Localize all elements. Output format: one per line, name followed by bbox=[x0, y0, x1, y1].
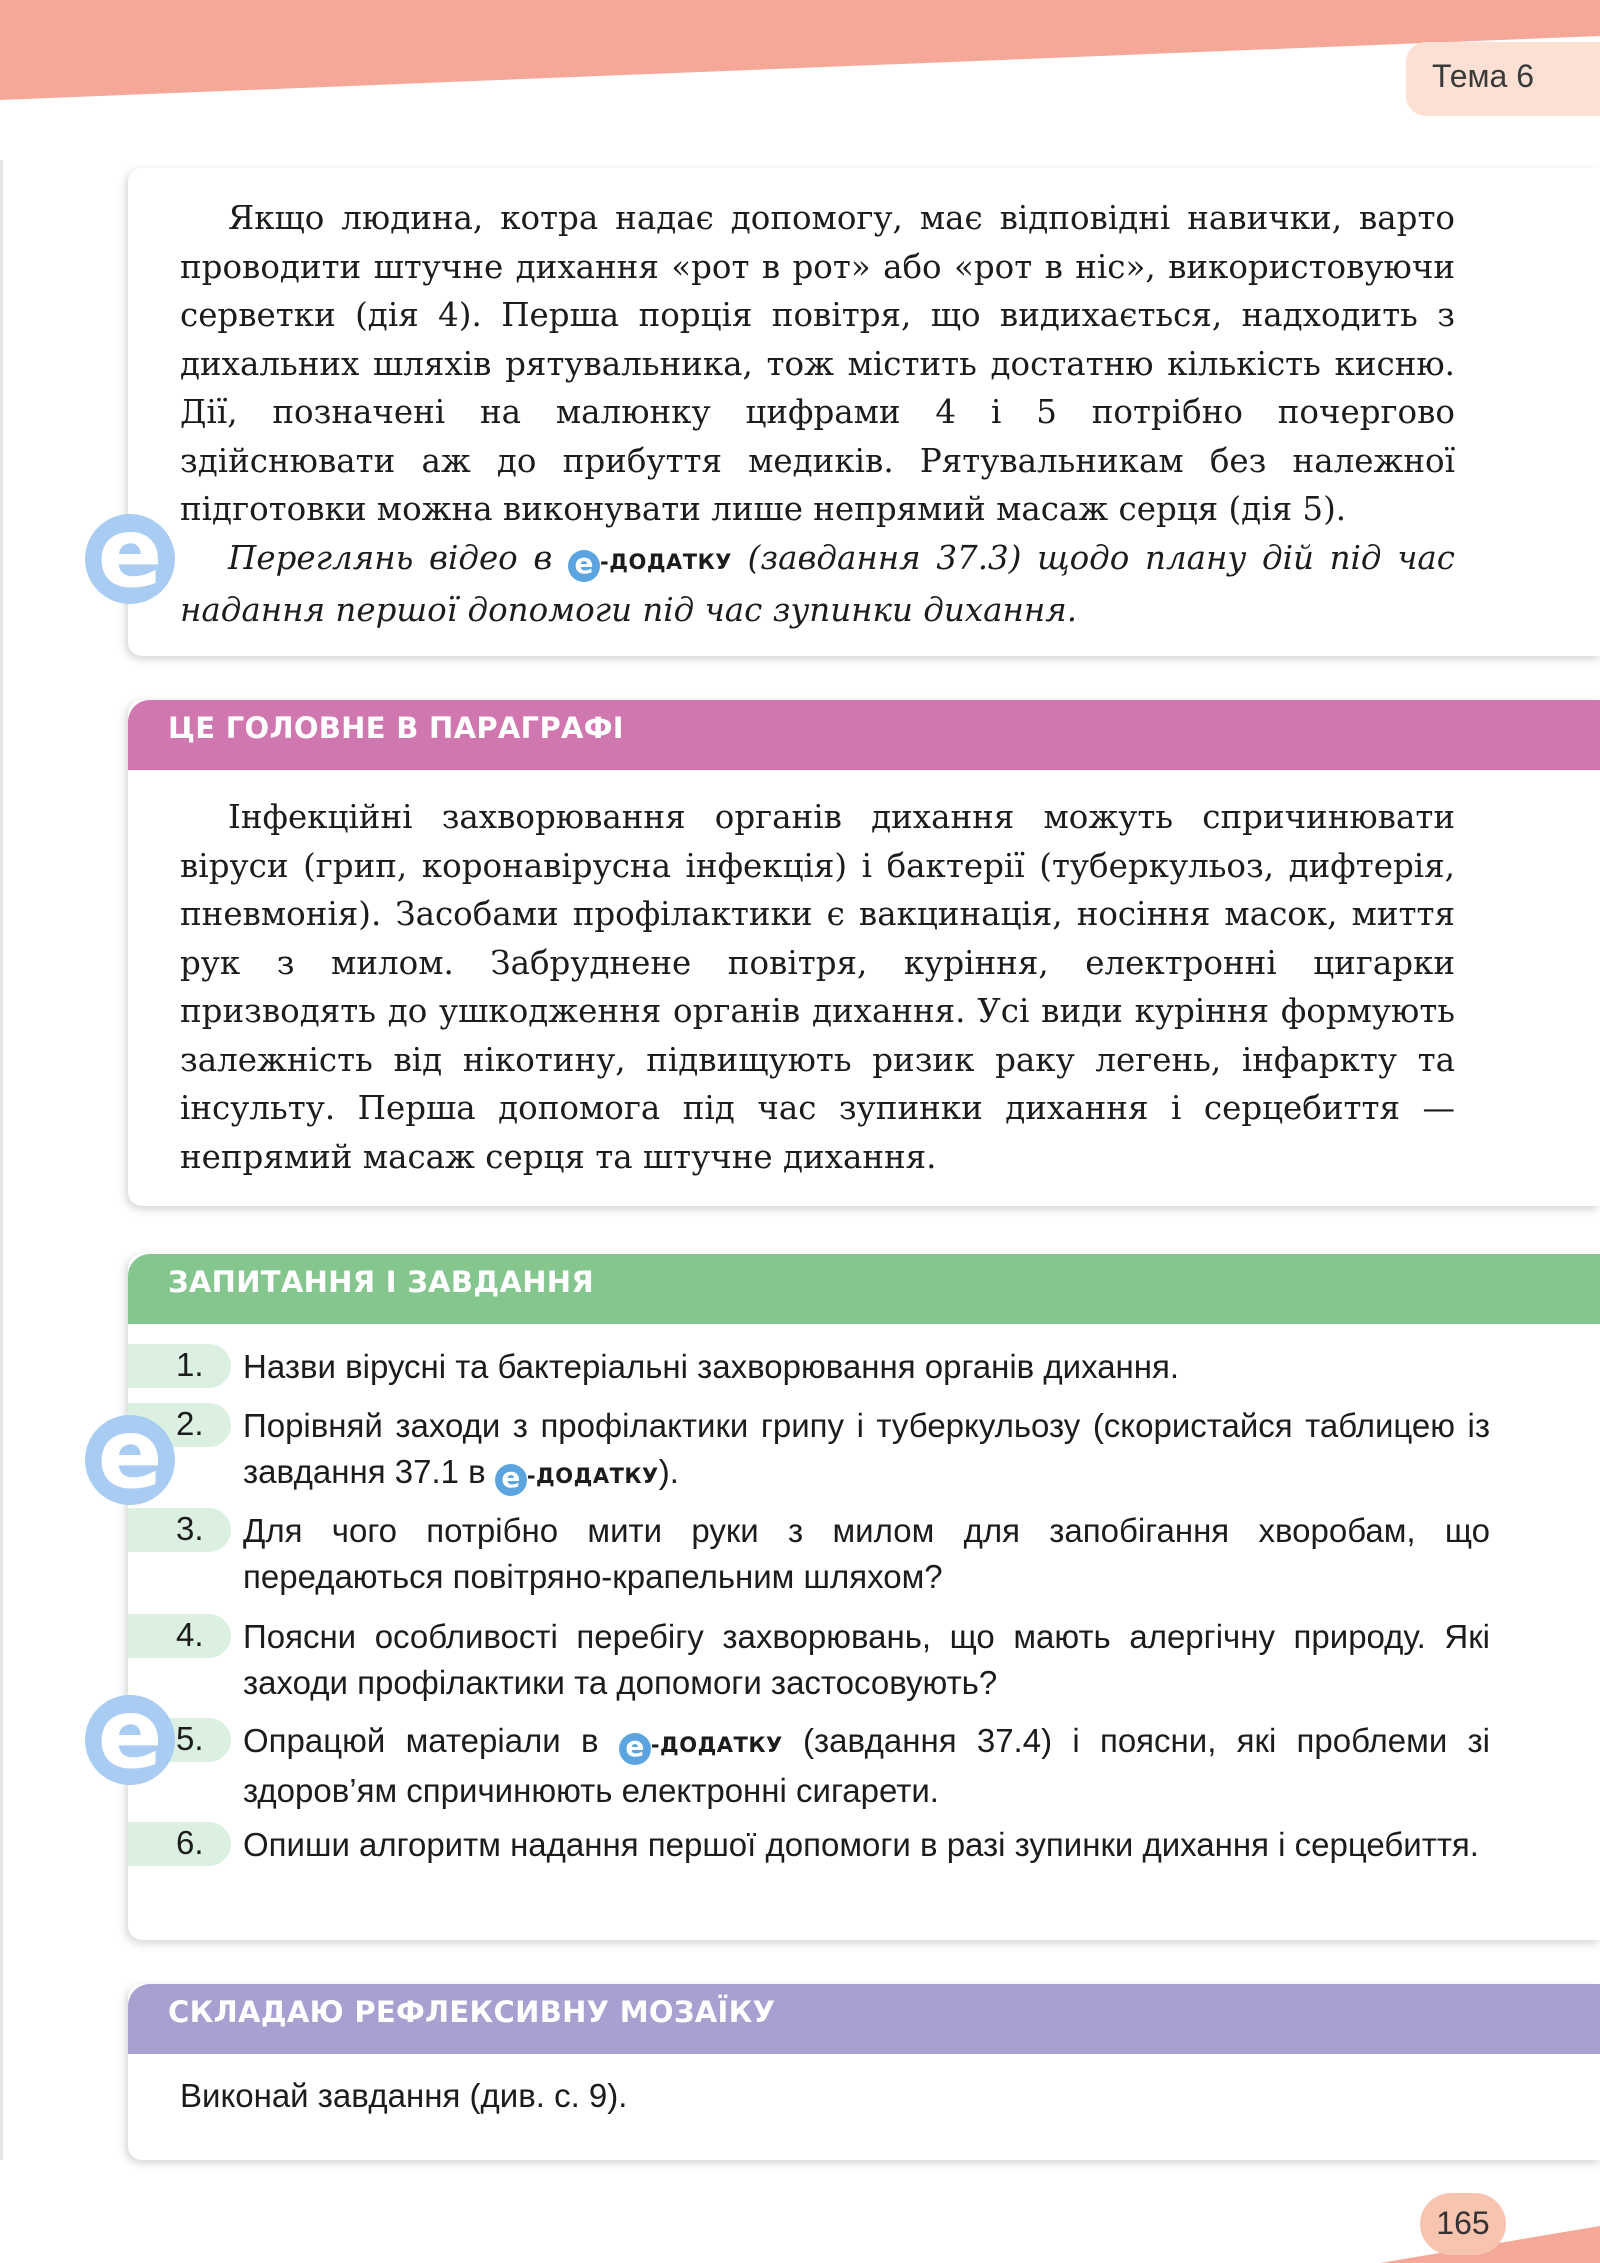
summary-paragraph: Інфекційні захворювання органів дихання можуть спричинювати віруси (грип, коронавірусна інфекція) і бактерії (туберкульоз, дифтерія, пневмонія). Засобами профілактики є вакцинація, носіння масок, миття рук з милом. Забруднене повітря, куріння, електронні цигарки призводять до ушкодження органів дихання. Усі види куріння формують залежність від нікотину, підвищують ризик раку легень, інфаркту та інсульту. Перша допомога під час зупинки дихання і серцебиття — непрямий масаж серця та штучне дихання. bbox=[180, 798, 1455, 1176]
addon-link[interactable]: -ДОДАТКУ bbox=[600, 549, 732, 574]
page-number: 165 bbox=[1436, 2205, 1490, 2241]
question-text: Поясни особливості перебігу захворювань, що мають алергічну природу. Які заходи профілактики та допомоги застосовують? bbox=[243, 1618, 1490, 1701]
summary-text-block bbox=[180, 793, 1455, 1181]
video-after: (завдання 37.3) щодо плану дій під час надання першої допомоги під час зупинки дихання. bbox=[180, 538, 1456, 629]
e-badge-icon: е bbox=[619, 1733, 651, 1765]
video-before: Переглянь відео в bbox=[228, 538, 569, 577]
topic-label: Тема 6 bbox=[1432, 58, 1535, 94]
q5-after: (завдання 37.4) і поясни, які проблеми зі здоров’ям спричинюють електронні сигарети. bbox=[243, 1722, 1491, 1809]
question-number: 4. bbox=[176, 1616, 204, 1653]
question-number: 2. bbox=[176, 1405, 204, 1442]
question-text: Для чого потрібно мити руки з милом для запобігання хворобам, що передаються повітряно-крапельним шляхом? bbox=[243, 1512, 1490, 1595]
question-text bbox=[243, 1718, 1490, 1814]
question-text bbox=[243, 1403, 1490, 1499]
question-number: 1. bbox=[176, 1346, 204, 1383]
addon-link[interactable]: -ДОДАТКУ bbox=[526, 1464, 659, 1488]
e-badge-icon: е bbox=[568, 550, 600, 582]
e-addon-icon[interactable]: e bbox=[85, 1695, 175, 1785]
e-badge-icon: е bbox=[495, 1464, 527, 1496]
e-addon-icon[interactable]: e bbox=[85, 514, 175, 604]
questions-title: ЗАПИТАННЯ І ЗАВДАННЯ bbox=[168, 1265, 594, 1299]
top-decor-band bbox=[0, 0, 1600, 104]
intro-text-block bbox=[180, 194, 1455, 635]
reflection-title: СКЛАДАЮ РЕФЛЕКСИВНУ МОЗАЇКУ bbox=[168, 1995, 776, 2029]
reflection-text: Виконай завдання (див. с. 9). bbox=[180, 2077, 628, 2114]
left-margin-rule bbox=[0, 160, 3, 2160]
question-number: 6. bbox=[176, 1824, 204, 1861]
e-addon-icon[interactable]: e bbox=[85, 1415, 175, 1505]
addon-link[interactable]: -ДОДАТКУ bbox=[650, 1733, 783, 1757]
q2-after: ). bbox=[658, 1453, 679, 1490]
summary-title: ЦЕ ГОЛОВНЕ В ПАРАГРАФІ bbox=[168, 711, 624, 745]
video-instruction bbox=[180, 534, 1455, 635]
question-text: Назви вірусні та бактеріальні захворювання органів дихання. bbox=[243, 1348, 1180, 1385]
question-number: 5. bbox=[176, 1720, 204, 1757]
question-text: Опиши алгоритм надання першої допомоги в разі зупинки дихання і серцебиття. bbox=[243, 1826, 1479, 1863]
q2-before: Порівняй заходи з профілактики грипу і туберкульозу (скористайся таблицею із завдання 37.1 в bbox=[243, 1407, 1490, 1490]
question-number: 3. bbox=[176, 1510, 204, 1547]
intro-paragraph: Якщо людина, котра надає допомогу, має відповідні навички, варто проводити штучне дихання «рот в рот» або «рот в ніс», використовуючи серветки (дія 4). Перша порція повітря, що видихається, надходить з дихальних шляхів рятувальника, тож містить достатню кількість кисню. Дії, позначені на малюнку цифрами 4 і 5 потрібно почергово здійснювати аж до прибуття медиків. Рятувальникам без належної підготовки можна виконувати лише непрямий масаж серця (дія 5). bbox=[180, 199, 1455, 528]
q5-before: Опрацюй матеріали в bbox=[243, 1722, 619, 1759]
